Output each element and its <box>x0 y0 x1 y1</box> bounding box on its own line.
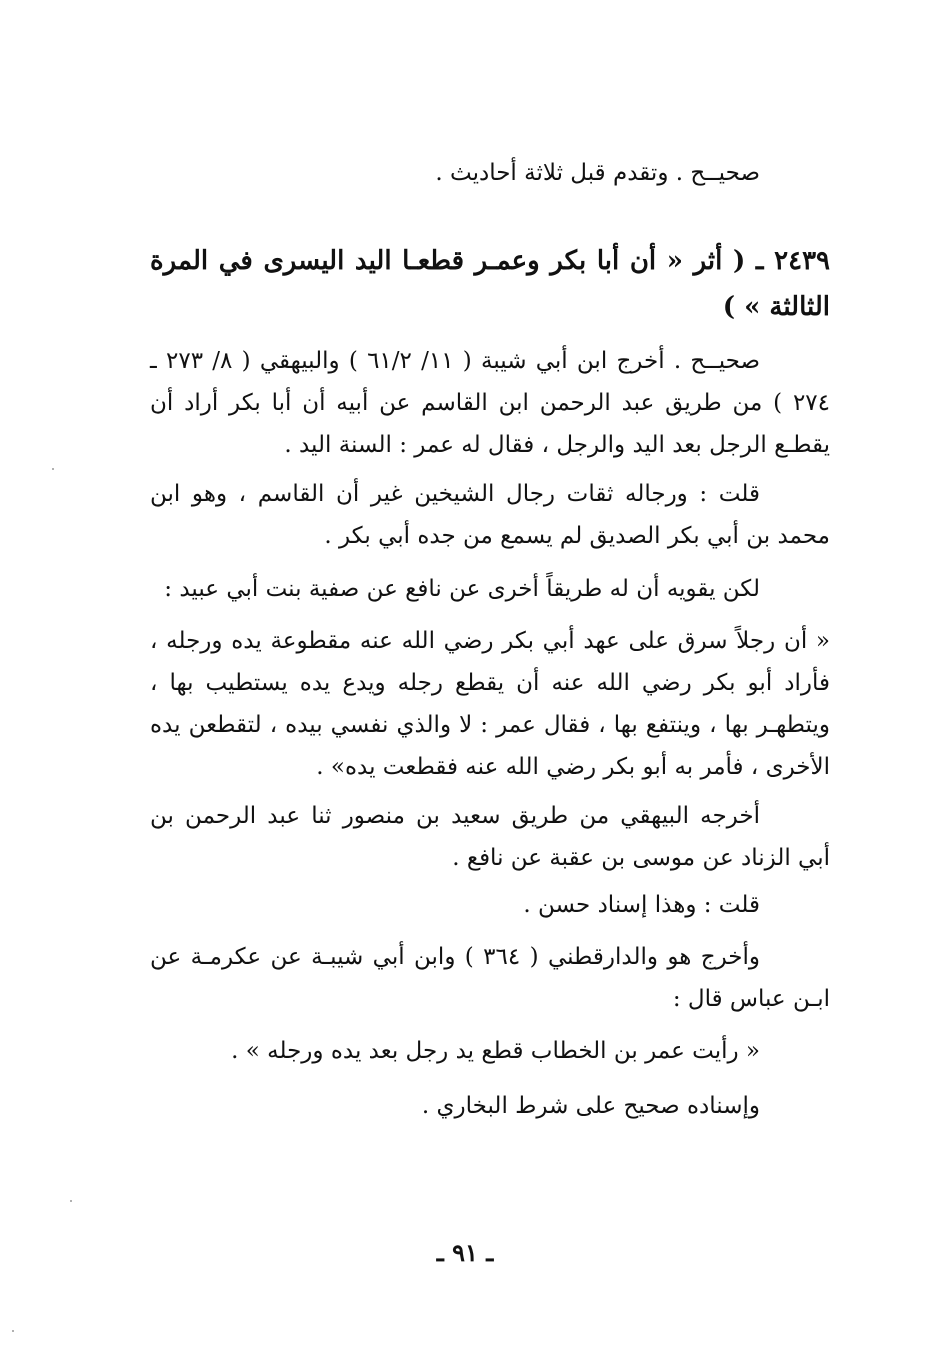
paragraph-daraqutni: وأخرج هو والدارقطني ( ٣٦٤ ) وابن أبي شيبـة عن عكرمـة عن ابـن عباس قال : <box>150 944 830 1012</box>
scan-speck <box>52 468 54 470</box>
paragraph-bayhaqi-route: أخرجه البيهقي من طريق سعيد بن منصور ثنا عبد الرحمن بن أبي الزناد عن موسى بن عقبة عن نافع . <box>150 803 830 871</box>
quote-narration: « أن رجلاً سرق على عهد أبي بكر رضي الله عنه مقطوعة يده ورجله ، فأراد أبو بكر رضي الله عنه أن يقطع رجله ويدع يده يستطيب بها ، ويتطهـر بها ، وينتفع بها ، فقال عمر : لا والذي نفسي بيده ، لتقطعن يده الأخرى ، فأمر به أبو بكر رضي الله عنه فقطعت يده» . <box>150 628 830 780</box>
hadith-heading: ٢٤٣٩ ـ ( أثر « أن أبا بكر وعمـر قطعـا اليد اليسرى في المرة الثالثة » ) <box>150 246 830 322</box>
scan-speck <box>70 1200 72 1202</box>
scan-speck <box>12 1330 14 1332</box>
page-number: ـ ٩١ ـ <box>436 1238 494 1267</box>
paragraph-supporting-route: لكن يقويه أن له طريقاً أخرى عن نافع عن صفية بنت أبي عبيد : <box>164 576 760 602</box>
paragraph-comment-narrators: قلت : ورجاله ثقات رجال الشيخين غير أن القاسم ، وهو ابن محمد بن أبي بكر الصديق لم يسمع من جده أبي بكر . <box>150 481 830 549</box>
paragraph-takhrij: صحيــح . أخرج ابن أبي شيبة ( ١١/ ٦١/٢ ) والبيهقي ( ٨/ ٢٧٣ ـ ٢٧٤ ) من طريق عبد الرحمن ابن القاسم عن أبيه أن أبا بكر أراد أن يقطـع الرجل بعد اليد والرجل ، فقال له عمر : السنة اليد . <box>150 348 830 458</box>
paragraph-isnad-sahih: وإسناده صحيح على شرط البخاري . <box>421 1093 760 1119</box>
paragraph-sahih-note: صحيــح . وتقدم قبل ثلاثة أحاديث . <box>435 160 760 186</box>
paragraph-isnad-hasan: قلت : وهذا إسناد حسن . <box>523 892 760 918</box>
quote-umar: « رأيت عمر بن الخطاب قطع يد رجل بعد يده ورجله » . <box>231 1038 760 1064</box>
